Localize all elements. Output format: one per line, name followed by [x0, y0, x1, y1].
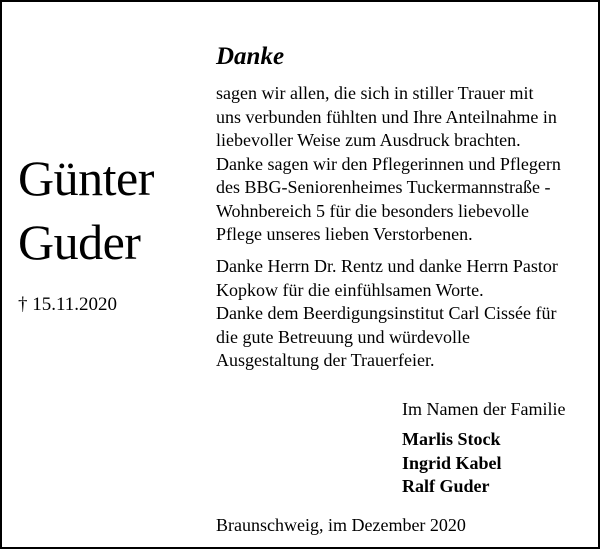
paragraph-line: Kopkow für die einfühlsamen Worte.	[216, 279, 484, 300]
signer-name: Ralf Guder	[402, 476, 490, 496]
paragraph-line: Ausgestaltung der Trauerfeier.	[216, 350, 435, 370]
paragraph-line: Danke dem Beerdigungsinstitut Carl Cissée für	[216, 303, 557, 323]
thanks-heading: Danke	[216, 43, 285, 70]
paragraph-line: Danke Herrn Dr. Rentz und danke Herrn Pastor	[216, 256, 558, 276]
paragraph-line: des BBG-Seniorenheimes Tuckermannstraße -	[216, 177, 551, 197]
signer-name: Marlis Stock	[402, 429, 501, 449]
paragraph-line: sagen wir allen, die sich in stiller Trauer mit	[216, 83, 534, 103]
death-date: † 15.11.2020	[18, 294, 118, 315]
family-intro: Im Namen der Familie	[402, 399, 566, 419]
paragraph-line: Danke sagen wir den Pflegerinnen und Pflegern	[216, 153, 561, 174]
paragraph-line: Wohnbereich 5 für die besonders liebevolle	[216, 200, 529, 221]
paragraph-line: Pflege unseres lieben Verstorbenen.	[216, 224, 473, 244]
thanks-paragraph-2	[216, 255, 558, 302]
signers-list	[402, 428, 502, 499]
last-name: Guder	[18, 214, 141, 270]
thanks-paragraph-1	[216, 82, 561, 247]
paragraph-line: liebevoller Weise zum Ausdruck brachten.	[216, 130, 521, 150]
thanks-paragraph-3	[216, 302, 556, 373]
first-name: Günter	[18, 150, 154, 206]
signer-name: Ingrid Kabel	[402, 452, 502, 473]
place-date: Braunschweig, im Dezember 2020	[216, 515, 466, 535]
paragraph-line: uns verbunden fühlten und Ihre Anteilnahme in	[216, 106, 557, 127]
paragraph-line: die gute Betreuung und würdevolle	[216, 326, 470, 347]
